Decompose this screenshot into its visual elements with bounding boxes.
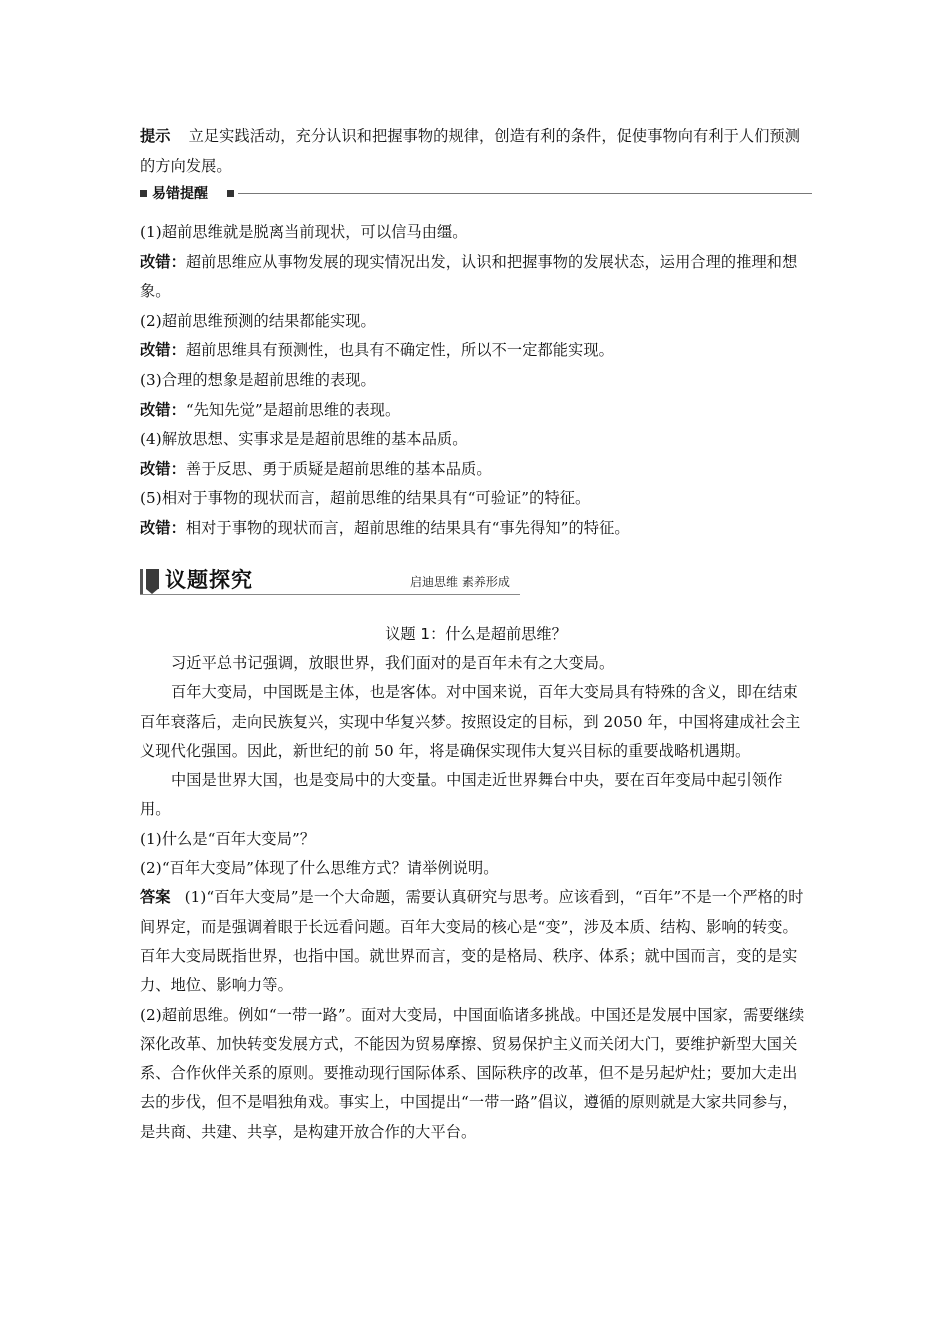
error-statement: (3)合理的想象是超前思维的表现。 — [140, 370, 376, 389]
error-correction — [140, 336, 812, 366]
error-statement: (2)超前思维预测的结果都能实现。 — [140, 311, 376, 330]
error-statement: (4)解放思想、实事求是是超前思维的基本品质。 — [140, 430, 468, 449]
shield-marker-icon — [146, 569, 159, 589]
header-underline — [140, 594, 520, 595]
correction-text: 超前思维应从事物发展的现实情况出发，认识和把握事物的发展状态，运用合理的推理和想象。 — [140, 252, 798, 301]
square-bullet-icon — [140, 190, 147, 197]
correction-text: 相对于事物的现状而言，超前思维的结果具有“事先得知”的特征。 — [185, 518, 630, 537]
correction-text: 超前思维具有预测性，也具有不确定性，所以不一定都能实现。 — [185, 341, 614, 360]
answer-label: 答案 — [140, 888, 171, 907]
error-statement: (5)相对于事物的现状而言，超前思维的结果具有“可验证”的特征。 — [140, 489, 591, 508]
yiti-section-header — [140, 565, 812, 595]
topic-body — [140, 649, 812, 1147]
error-correction — [140, 248, 812, 307]
correction-label: 改错： — [140, 400, 186, 419]
topic-question: (2)“百年大变局”体现了什么思维方式？请举例说明。 — [140, 859, 499, 878]
error-statement: (1)超前思维就是脱离当前现状，可以信马由缰。 — [140, 223, 468, 241]
header-bar — [140, 569, 143, 594]
error-list — [140, 218, 812, 544]
correction-text: 善于反思、勇于质疑是超前思维的基本品质。 — [185, 459, 492, 478]
topic-title: 议题 1：什么是超前思维？ — [385, 625, 567, 643]
topic-paragraph: 百年大变局，中国既是主体，也是客体。对中国来说，百年大变局具有特殊的含义，即在结束百年衰落后，走向民族复兴，实现中华复兴梦。按照设定的目标，到 2050 年，中国将建成社会主义现代化强国。因此，新世纪的前 50 年，将是确保实现伟大复兴目标的重要战略机遇期。 — [140, 683, 801, 760]
error-correction — [140, 514, 812, 544]
correction-label: 改错： — [140, 459, 186, 478]
answer-paragraph-2: (2)超前思维。例如“一带一路”。面对大变局，中国面临诸多挑战。中国还是发展中国家，需要继续深化改革、加快转变发展方式，不能因为贸易摩擦、贸易保护主义而关闭大门，要维护新型大国关系、合作伙伴关系的原则。要推动现行国际体系、国际秩序的改革，但不是另起炉灶；要加大走出去的步伐，但不是唱独角戏。事实上，中国提出“一带一路”倡议，遵循的原则就是大家共同参与，是共商、共建、共享，是构建开放合作的大平台。 — [140, 1005, 805, 1141]
error-section-title: 易错提醒 — [152, 186, 208, 202]
answer-text: (1)“百年大变局”是一个大命题，需要认真研究与思考。应该看到，“百年”不是一个严格的时间界定，而是强调着眼于长远看问题。百年大变局的核心是“变”，涉及本质、结构、影响的转变。百年大变局既指世界，也指中国。就世界而言，变的是格局、秩序、体系；就中国而言，变的是实力、地位、影响力等。 — [140, 888, 804, 995]
correction-label: 改错： — [140, 518, 186, 537]
error-correction — [140, 396, 812, 426]
yiti-section-title: 议题探究 — [165, 568, 253, 592]
error-section-header — [140, 184, 812, 204]
error-correction — [140, 455, 812, 485]
answer-paragraph — [140, 883, 812, 1000]
topic-paragraph: 中国是世界大国，也是变局中的大变量。中国走近世界舞台中央，要在百年变局中起引领作用。 — [140, 771, 783, 819]
hint-paragraph — [140, 121, 812, 181]
correction-text: “先知先觉”是超前思维的表现。 — [185, 400, 401, 419]
correction-label: 改错： — [140, 252, 186, 271]
header-divider — [238, 193, 812, 194]
correction-label: 改错： — [140, 341, 186, 360]
hint-label: 提示 — [140, 127, 171, 145]
yiti-section-subtitle: 启迪思维 素养形成 — [410, 575, 510, 589]
topic-question: (1)什么是“百年大变局”？ — [140, 829, 316, 848]
square-bullet-icon — [227, 190, 234, 197]
topic-paragraph: 习近平总书记强调，放眼世界，我们面对的是百年未有之大变局。 — [171, 654, 615, 672]
hint-text: 立足实践活动，充分认识和把握事物的规律，创造有利的条件，促使事物向有利于人们预测的方向发展。 — [140, 127, 801, 175]
